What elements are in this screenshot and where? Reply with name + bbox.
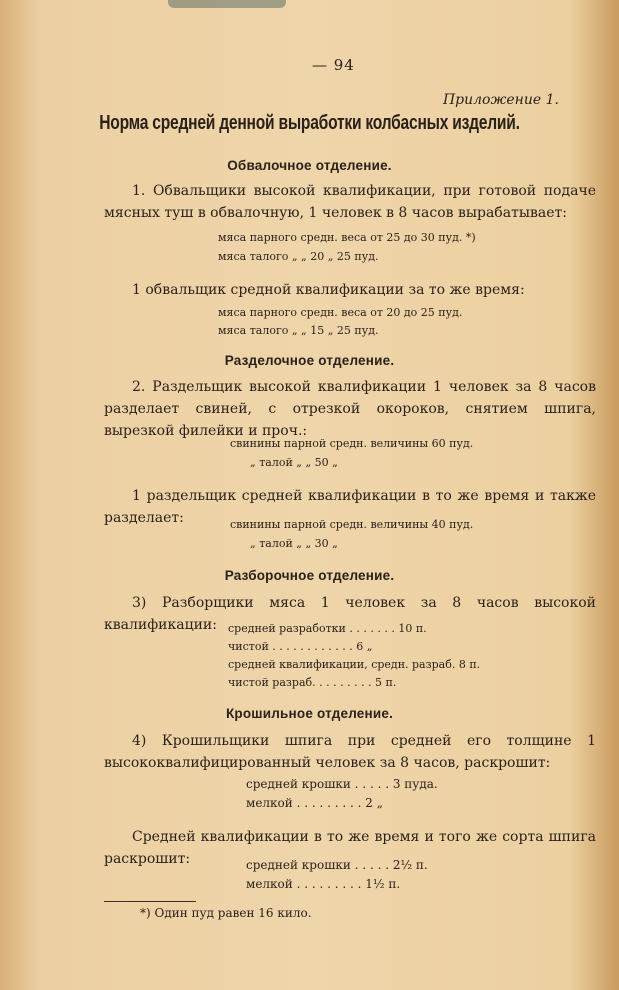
section-heading-obvalochnoe: Обвалочное отделение. [227, 158, 392, 173]
section2-row-2: „ талой „ „ 50 „ [250, 456, 338, 469]
section4-row-1: средней крошки . . . . . 3 пуда. [246, 777, 438, 791]
section1-row-3: мяса парного средн. веса от 20 до 25 пуд. [218, 306, 463, 319]
section4-row-3: средней крошки . . . . . 2½ п. [246, 858, 428, 872]
page-title: Норма средней денной выработки колбасных изделий. [99, 112, 520, 134]
footnote-divider [104, 901, 196, 902]
section3-paragraph-1: 3) Разборщики мяса 1 человек за 8 часов высокой квалификации: [104, 595, 596, 633]
page-number: — 94 [312, 56, 355, 74]
section3-row-2: чистой . . . . . . . . . . . . 6 „ [228, 640, 373, 653]
section4-row-4: мелкой . . . . . . . . . 1½ п. [246, 877, 401, 891]
section-heading-razdelochnoe: Разделочное отделение. [224, 353, 395, 368]
section1-paragraph-2: 1 обвальщик средной квалификации за то же время: [132, 282, 525, 298]
section2-row-4: „ талой „ „ 30 „ [250, 537, 338, 550]
section2-row-1: свинины парной средн. величины 60 пуд. [230, 437, 474, 450]
section2-paragraph-2: 1 раздельщик средней квалификации в то же время и также разделает: [104, 488, 596, 526]
section-heading-kroshilnoe: Крошильное отделение. [225, 706, 394, 721]
appendix-label: Приложение 1. [442, 92, 559, 108]
footnote: *) Один пуд равен 16 кило. [140, 906, 312, 920]
page-edge-tab [168, 0, 286, 8]
section2-paragraph-1: 2. Раздельщик высокой квалификации 1 человек за 8 часов разделает свиней, с отрезкой окороков, снятием шпига, вырезкой филейки и проч.: [104, 379, 596, 439]
section3-row-4: чистой разраб. . . . . . . . . 5 п. [228, 676, 397, 689]
section4-paragraph-1: 4) Крошильщики шпига при средней его толщине 1 высококвалифицированный человек за 8 часов, раскрошит: [104, 733, 596, 771]
section-heading-razborochnoe: Разборочное отделение. [224, 568, 395, 583]
section1-row-4: мяса талого „ „ 15 „ 25 пуд. [218, 324, 379, 337]
section1-row-2: мяса талого „ „ 20 „ 25 пуд. [218, 250, 379, 263]
section4-row-2: мелкой . . . . . . . . . 2 „ [246, 796, 383, 810]
section1-row-1: мяса парного средн. веса от 25 до 30 пуд. *) [218, 231, 476, 244]
section3-row-1: средней разработки . . . . . . . 10 п. [228, 622, 427, 635]
section4-paragraph-2: Средней квалификации в то же время и того же сорта шпига раскрошит: [104, 829, 596, 867]
section3-row-3: средней квалификации, средн. разраб. 8 п. [228, 658, 481, 671]
section1-paragraph-1: 1. Обвальщики высокой квалификации, при готовой подаче мясных туш в обвалочную, 1 человек в 8 часов вырабатывает: [104, 183, 596, 221]
section2-row-3: свинины парной средн. величины 40 пуд. [230, 518, 474, 531]
